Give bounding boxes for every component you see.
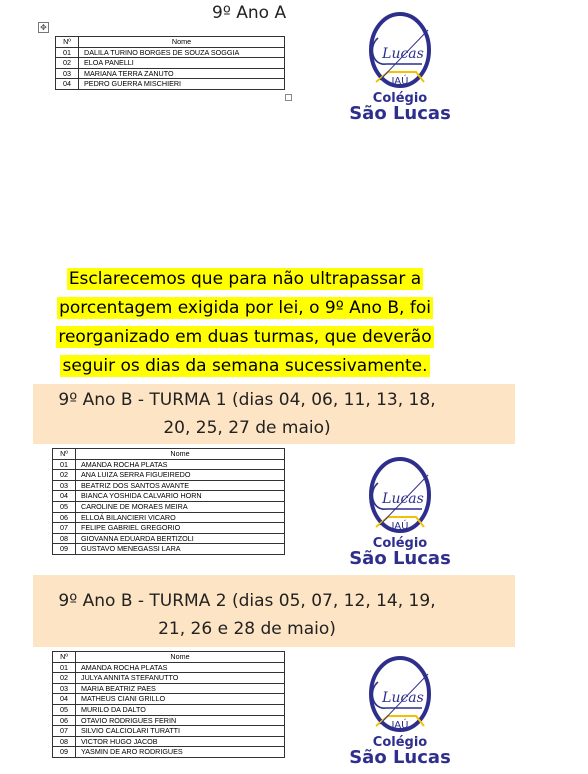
student-number: 07 — [53, 726, 76, 737]
student-number: 04 — [53, 491, 76, 502]
header-num: Nº — [53, 449, 76, 460]
student-number: 02 — [53, 470, 76, 481]
table-header-row — [53, 652, 285, 663]
student-name: AMANDA ROCHA PLATAS — [76, 459, 285, 470]
student-name: OTAVIO RODRIGUES FERIN — [76, 715, 285, 726]
student-number: 06 — [53, 715, 76, 726]
notice-line: Esclarecemos que para não ultrapassar a — [68, 269, 422, 289]
student-name: FELIPE GABRIEL GREGORIO — [76, 523, 285, 534]
notice-line: reorganizado em duas turmas, que deverão — [58, 327, 432, 347]
student-number: 07 — [53, 523, 76, 534]
turma-b1-table — [52, 448, 285, 555]
student-name: JULYA ANNITA STEFANUTTO — [76, 673, 285, 684]
turma-b1-title-line2: 20, 25, 27 de maio) — [163, 418, 331, 438]
student-name: MARIA BEATRIZ PAES — [76, 683, 285, 694]
student-name: VICTOR HUGO JACOB — [76, 736, 285, 747]
table-row — [53, 459, 285, 470]
logo-line2-text: São Lucas — [349, 747, 451, 764]
table-row — [53, 480, 285, 491]
student-number: 09 — [53, 747, 76, 758]
table-row — [56, 79, 285, 90]
student-number: 05 — [53, 704, 76, 715]
header-name: Nome — [79, 37, 285, 48]
turma-b2-table — [52, 651, 285, 758]
logo-line1-text: Colégio — [372, 735, 428, 750]
table-row — [53, 694, 285, 705]
table-header-row — [53, 449, 285, 460]
student-name: AMANDA ROCHA PLATAS — [76, 662, 285, 673]
student-number: 04 — [53, 694, 76, 705]
table-row — [53, 726, 285, 737]
student-name: MATHEUS CIANI GRILLO — [76, 694, 285, 705]
header-name: Nome — [76, 449, 285, 460]
notice-paragraph — [40, 265, 450, 381]
table-row — [53, 715, 285, 726]
logo-line1-text: Colégio — [372, 91, 428, 106]
student-name: MURILO DA DALTO — [76, 704, 285, 715]
colegio-logo — [330, 455, 470, 565]
student-name: BIANCA YOSHIDA CALVARIO HORN — [76, 491, 285, 502]
logo-script-text: Lucas — [382, 46, 424, 62]
turma-b2-title-line2: 21, 26 e 28 de maio) — [158, 619, 336, 639]
table-row — [53, 673, 285, 684]
logo-city-text: JAÚ — [391, 76, 409, 87]
turma-b2-title-band — [33, 575, 515, 647]
student-number: 04 — [56, 79, 79, 90]
table-row — [53, 491, 285, 502]
table-row — [53, 512, 285, 523]
student-number: 03 — [53, 683, 76, 694]
logo-line2-text: São Lucas — [349, 103, 451, 120]
table-row — [53, 662, 285, 673]
student-name: ELOA PANELLI — [79, 58, 285, 69]
header-name: Nome — [76, 652, 285, 663]
student-number: 02 — [53, 673, 76, 684]
table-row — [53, 544, 285, 555]
logo-emblem-icon — [330, 10, 470, 120]
logo-line1-text: Colégio — [372, 536, 428, 551]
table-row — [56, 68, 285, 79]
student-name: ANA LUIZA SERRA FIGUEIREDO — [76, 470, 285, 481]
student-name: PEDRO GUERRA MISCHIERI — [79, 79, 285, 90]
header-num: Nº — [53, 652, 76, 663]
table-row — [53, 736, 285, 747]
student-number: 08 — [53, 533, 76, 544]
header-num: Nº — [56, 37, 79, 48]
logo-script-text: Lucas — [382, 690, 424, 706]
student-name: MARIANA TERRA ZANUTO — [79, 68, 285, 79]
table-move-icon[interactable]: ✥ — [38, 22, 49, 33]
student-name: ELLOÁ BILANCIERI VICARO — [76, 512, 285, 523]
turma-a-heading: 9º Ano A — [212, 3, 287, 23]
table-row — [53, 523, 285, 534]
colegio-logo — [330, 654, 470, 764]
logo-city-text: JAÚ — [391, 521, 409, 532]
student-name: DALILA TURINO BORGES DE SOUZA SOGGIA — [79, 47, 285, 58]
table-row — [56, 58, 285, 69]
logo-emblem-icon — [330, 455, 470, 565]
student-number: 03 — [53, 480, 76, 491]
student-name: SILVIO CALCIOLARI TURATTI — [76, 726, 285, 737]
table-row — [53, 533, 285, 544]
logo-city-text: JAÚ — [391, 720, 409, 731]
student-name: GIOVANNA EDUARDA BERTIZOLI — [76, 533, 285, 544]
student-number: 01 — [53, 662, 76, 673]
student-name: GUSTAVO MENEGASSI LARA — [76, 544, 285, 555]
notice-line: porcentagem exigida por lei, o 9º Ano B, foi — [59, 298, 431, 318]
table-header-row — [56, 37, 285, 48]
student-name: BEATRIZ DOS SANTOS AVANTE — [76, 480, 285, 491]
turma-b1-title-line1: 9º Ano B - TURMA 1 (dias 04, 06, 11, 13, 18, — [58, 390, 436, 410]
turma-b1-title-band — [33, 384, 515, 444]
table-row — [53, 470, 285, 481]
student-name: YASMIN DE ARO RODRIGUES — [76, 747, 285, 758]
student-number: 02 — [56, 58, 79, 69]
logo-emblem-icon — [330, 654, 470, 764]
table-row — [53, 747, 285, 758]
table-row — [53, 704, 285, 715]
student-number: 01 — [53, 459, 76, 470]
student-number: 09 — [53, 544, 76, 555]
logo-line2-text: São Lucas — [349, 548, 451, 565]
student-name: CAROLINE DE MORAES MEIRA — [76, 501, 285, 512]
table-row — [53, 501, 285, 512]
table-row — [56, 47, 285, 58]
table-resize-handle[interactable] — [285, 94, 292, 101]
turma-a-table — [55, 36, 285, 90]
notice-line: seguir os dias da semana sucessivamente. — [62, 356, 428, 376]
turma-b2-title-line1: 9º Ano B - TURMA 2 (dias 05, 07, 12, 14, 19, — [58, 591, 436, 611]
student-number: 06 — [53, 512, 76, 523]
logo-script-text: Lucas — [382, 491, 424, 507]
table-row — [53, 683, 285, 694]
student-number: 03 — [56, 68, 79, 79]
student-number: 08 — [53, 736, 76, 747]
colegio-logo — [330, 10, 470, 120]
student-number: 05 — [53, 501, 76, 512]
student-number: 01 — [56, 47, 79, 58]
